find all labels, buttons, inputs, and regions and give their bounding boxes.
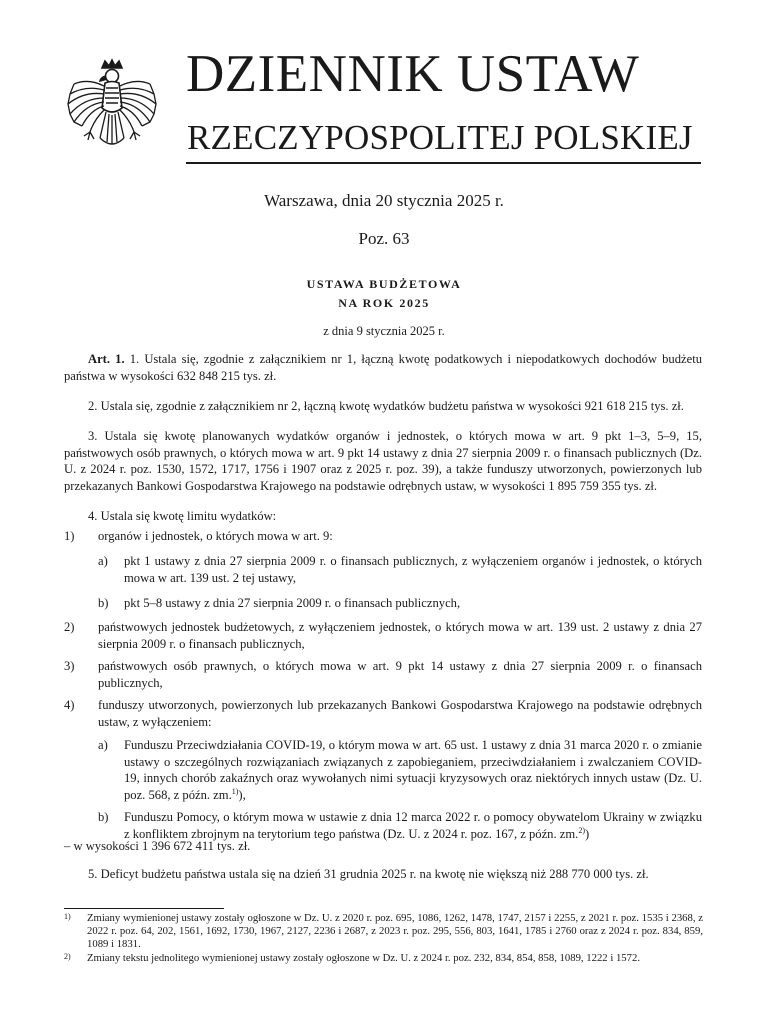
list-item-4: funduszy utworzonych, powierzonych lub przekazanych Bankowi Gospodarstwa Krajowego na podstawie odrębnych ustaw, z wyłączeniem:: [98, 698, 702, 729]
list-item-4b-end: ): [584, 826, 590, 841]
list-item-number: 4): [64, 698, 75, 712]
title-divider: [186, 162, 701, 164]
article-1-paragraph-5: 5. Deficyt budżetu państwa ustala się na dzień 31 grudnia 2025 r. na kwotę nie większą niż 288 770 000 tys. zł.: [88, 867, 649, 881]
article-1-paragraph-3: 3. Ustala się kwotę planowanych wydatków organów i jednostek, o których mowa w art. 9 pkt 1–3, 5–9, 15, państwowych osób prawnych, o których mowa w art. 9 pkt 14 ustawy z dnia 27 sierpnia 2009 r. o finansach publicznych (Dz. U. z 2024 r. poz. 1530, 1572, 1717, 1756 i 1907 oraz z 2025 r. poz. 39), a także funduszy utworzonych, powierzonych lub przekazanych Bankowi Gospodarstwa Krajowego na podstawie odrębnych ustaw, w wysokości 1 895 759 355 tys. zł.: [64, 429, 702, 493]
footnote-reference: 2): [578, 825, 585, 835]
polish-eagle-emblem-icon: [62, 58, 162, 160]
list-item-number: 3): [64, 659, 75, 673]
act-type: USTAWA BUDŻETOWA: [306, 277, 462, 291]
article-1-paragraph-1-text: 1. Ustala się, zgodnie z załącznikiem nr 1, łączną kwotę podatkowych i niepodatkowych dochodów budżetu państwa w wysokości 632 848 215 tys. zł.: [64, 352, 702, 383]
list-item-number: 2): [64, 620, 75, 634]
article-1-paragraph-1: [64, 351, 702, 384]
footnote-mark: 1): [64, 912, 71, 921]
footnote-divider: [64, 908, 224, 909]
list-item-3: państwowych osób prawnych, o których mowa w art. 9 pkt 14 ustawy z dnia 27 sierpnia 2009 r. o finansach publicznych,: [98, 659, 702, 690]
list-item-1a: pkt 1 ustawy z dnia 27 sierpnia 2009 r. o finansach publicznych, z wyłączeniem organów i jednostek, o których mowa w art. 139 ust. 2 tej ustawy,: [124, 554, 702, 585]
footnote-1: Zmiany wymienionej ustawy zostały ogłoszone w Dz. U. z 2020 r. poz. 695, 1086, 1262, 1478, 1747, 2157 i 2255, z 2021 r. poz. 1535 i 2368, z 2022 r. poz. 64, 202, 1561, 1692, 1730, 1967, 2127, 2236 i 2687, z 2023 r. poz. 295, 556, 803, 1641, 1785 i 2760 oraz z 2024 r. poz. 834, 859, 1089 i 1831.: [87, 912, 703, 951]
sub-item-label: a): [98, 738, 108, 752]
limit-total: – w wysokości 1 396 672 411 tys. zł.: [64, 839, 251, 853]
article-label: Art. 1.: [88, 352, 125, 366]
list-item-4a-end: ),: [238, 787, 246, 802]
list-item-4b-text: Funduszu Pomocy, o którym mowa w ustawie z dnia 12 marca 2022 r. o pomocy obywatelom Ukrainy w związku z konfliktem zbrojnym na terytorium tego państwa (Dz. U. z 2024 r. poz. 167, z późn. zm.: [124, 810, 702, 841]
gazette-title: DZIENNIK USTAW: [186, 45, 640, 103]
article-1-paragraph-2: 2. Ustala się, zgodnie z załącznikiem nr 2, łączną kwotę wydatków budżetu państwa w wysokości 921 618 215 tys. zł.: [88, 399, 684, 413]
list-item-4a-text: Funduszu Przeciwdziałania COVID-19, o którym mowa w art. 65 ust. 1 ustawy z dnia 31 marca 2020 r. o zmianie ustawy o szczególnych rozwiązaniach związanych z zapobieganiem, przeciwdziałaniem i zwalczaniem COVID-19, innych chorób zakaźnych oraz wywołanych nimi sytuacji kryzysowych oraz niektórych innych ustaw (Dz. U. poz. 568, z późn. zm.: [124, 738, 702, 802]
place-date: Warszawa, dnia 20 stycznia 2025 r.: [264, 191, 504, 210]
act-date: z dnia 9 stycznia 2025 r.: [323, 324, 445, 338]
list-item-4a: [124, 737, 702, 803]
position-number: Poz. 63: [358, 229, 410, 248]
list-item-1: organów i jednostek, o których mowa w art. 9:: [98, 529, 333, 543]
act-year: NA ROK 2025: [338, 296, 430, 310]
list-item-1b: pkt 5–8 ustawy z dnia 27 sierpnia 2009 r. o finansach publicznych,: [124, 596, 461, 610]
sub-item-label: b): [98, 810, 109, 824]
sub-item-label: b): [98, 596, 109, 610]
footnote-reference: 1): [231, 786, 239, 796]
article-1-paragraph-4: 4. Ustala się kwotę limitu wydatków:: [88, 509, 277, 523]
list-item-2: państwowych jednostek budżetowych, z wyłączeniem jednostek, o których mowa w art. 139 ust. 2 ustawy z dnia 27 sierpnia 2009 r. o finansach publicznych,: [98, 620, 702, 651]
footnote-mark: 2): [64, 952, 71, 961]
list-item-number: 1): [64, 529, 75, 543]
gazette-subtitle: RZECZYPOSPOLITEJ POLSKIEJ: [187, 118, 693, 157]
footnote-2: Zmiany tekstu jednolitego wymienionej ustawy zostały ogłoszone w Dz. U. z 2024 r. poz. 232, 834, 854, 858, 1089, 1222 i 1572.: [87, 952, 641, 964]
sub-item-label: a): [98, 554, 108, 568]
